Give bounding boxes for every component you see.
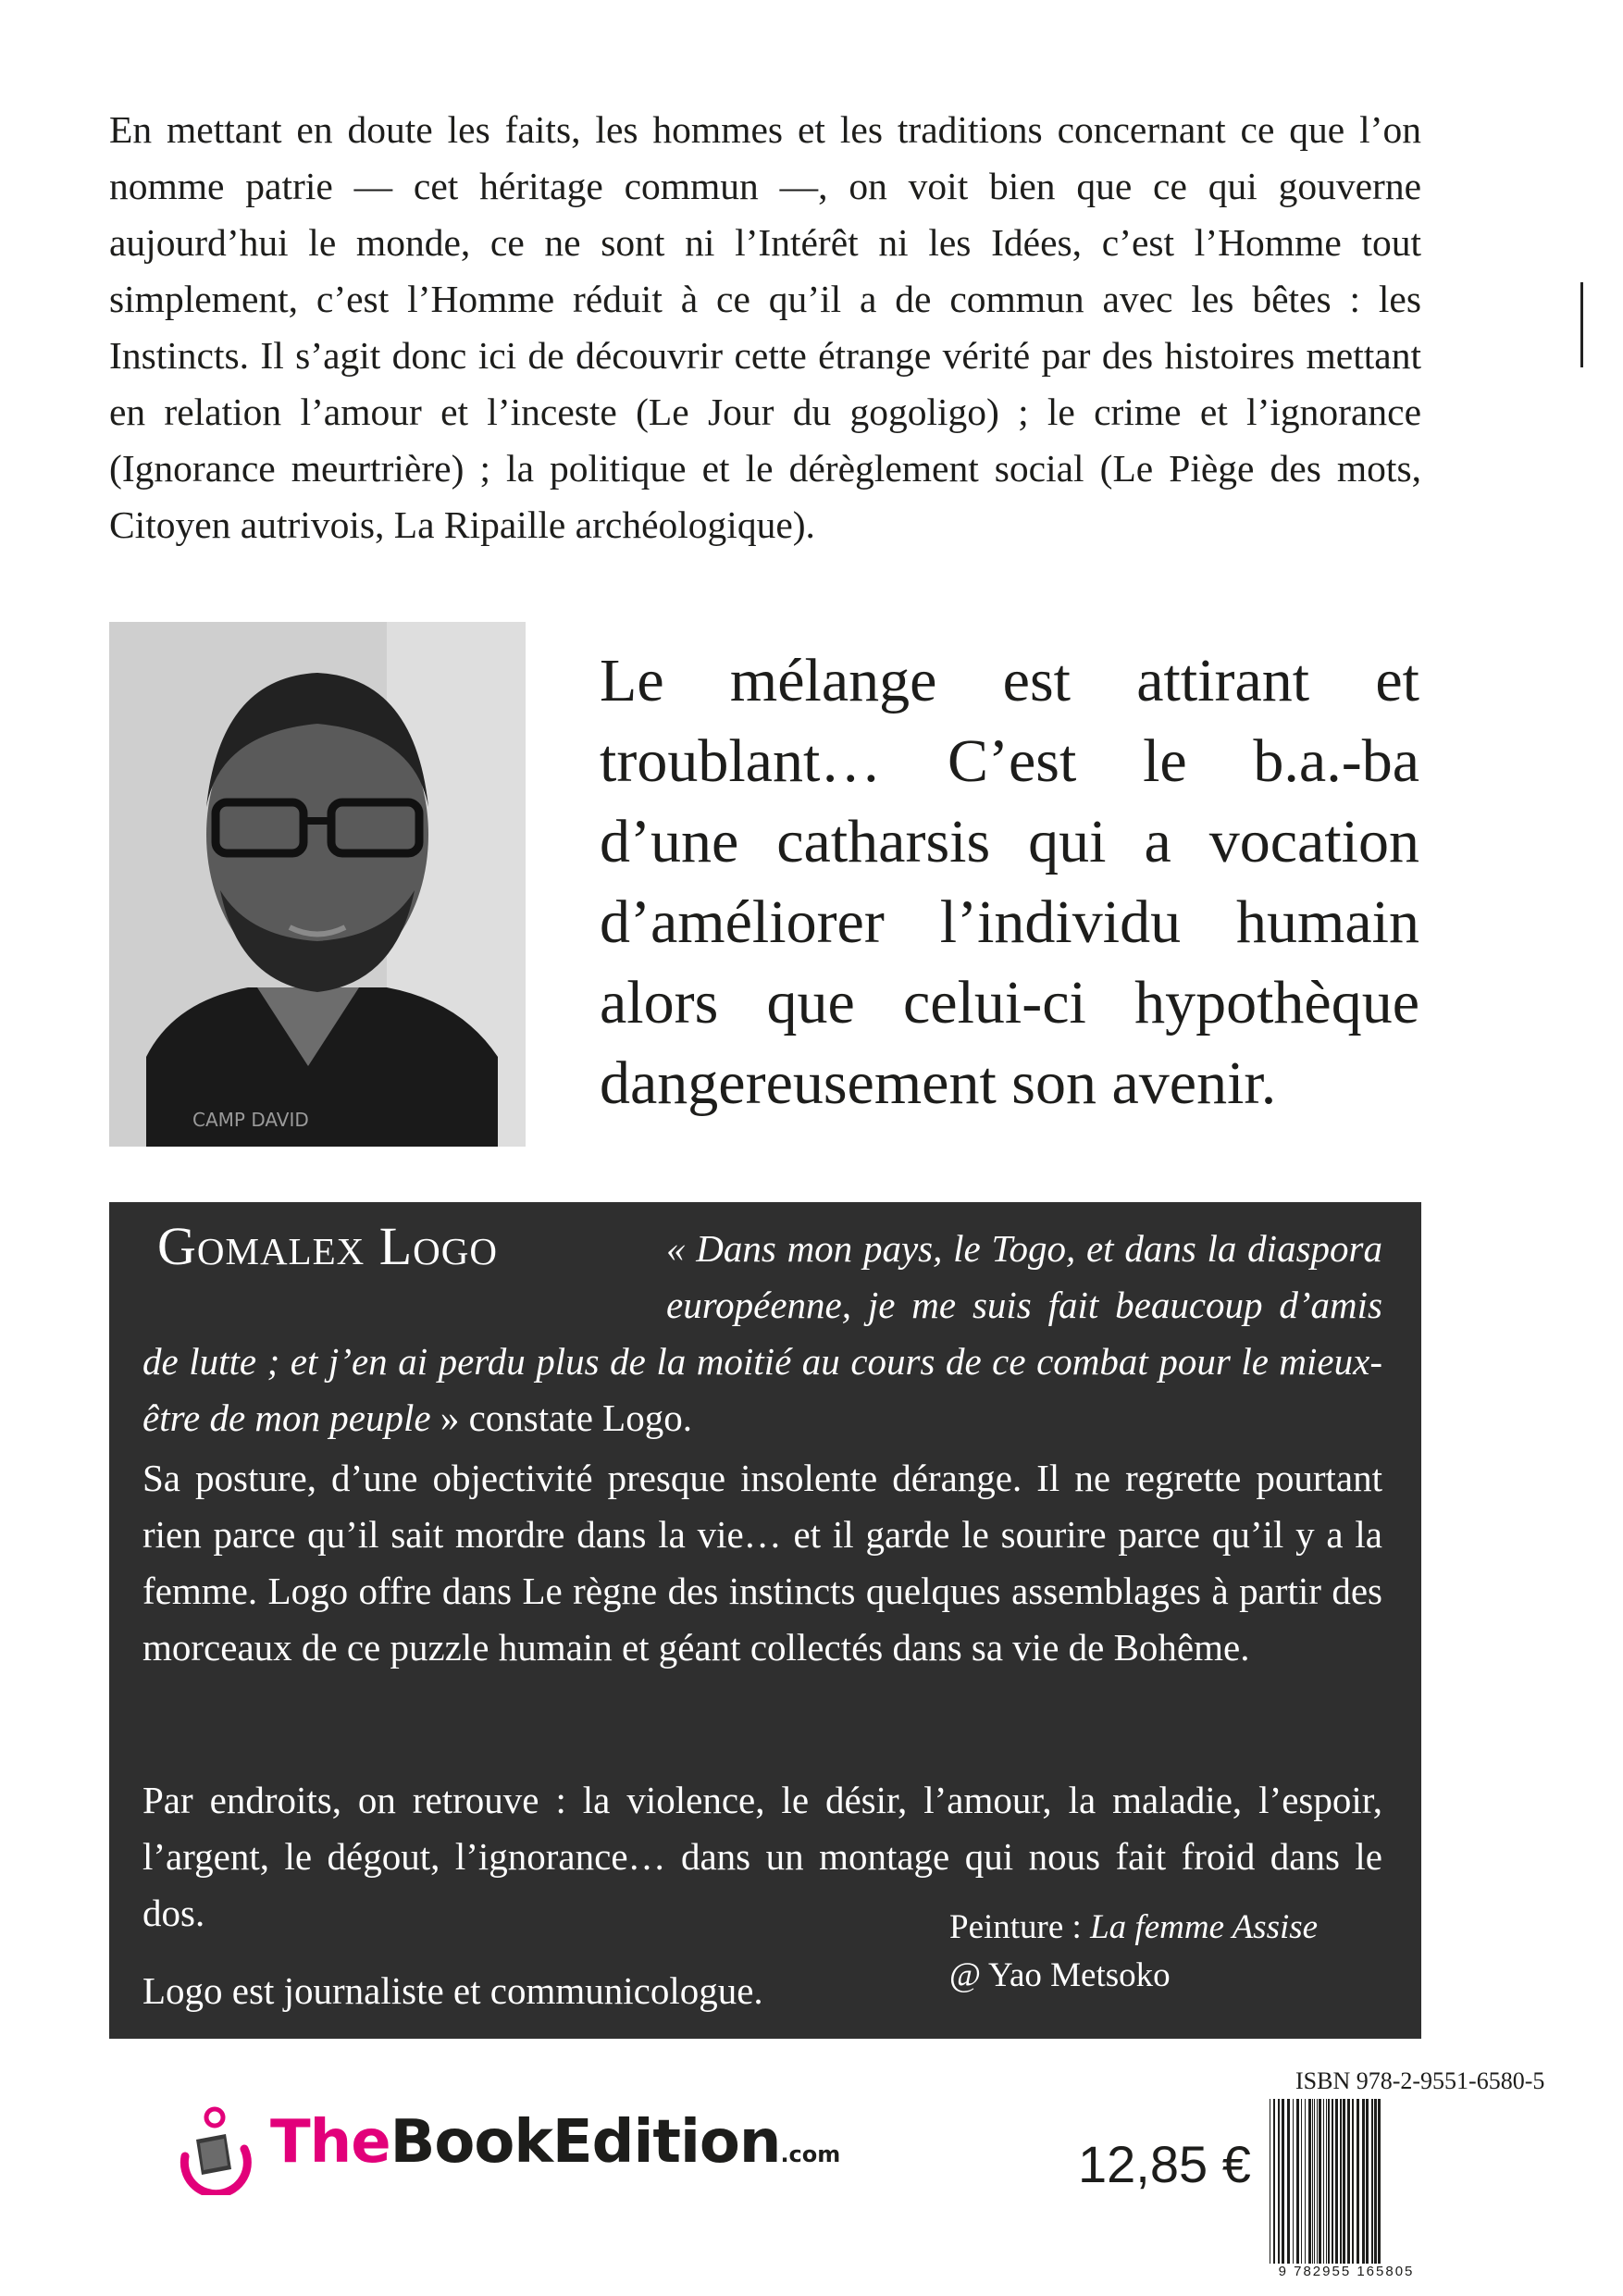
barcode-bar <box>1273 2099 1275 2264</box>
author-box <box>109 1202 1421 2039</box>
barcode-bar <box>1287 2099 1290 2264</box>
price-label: 12,85 € <box>1078 2135 1251 2193</box>
publisher-logo <box>148 2103 879 2195</box>
barcode-bar <box>1308 2099 1311 2264</box>
barcode-bar <box>1352 2099 1354 2264</box>
barcode-bar <box>1278 2099 1280 2264</box>
barcode-bar <box>1335 2099 1338 2264</box>
barcode-bar <box>1326 2099 1327 2264</box>
bio-paragraph-2: Par endroits, on retrouve : la violence, le désir, l’amour, la maladie, l’espoir, l’argent, le dégout, l’ignorance… dans un montage qui nous fait froid dans le dos. <box>142 1779 1382 1934</box>
edge-mark <box>1580 282 1583 367</box>
pull-quote: Le mélange est attirant et troublant… C’est le b.a.-ba d’une catharsis qui a vocation d’améliorer l’individu humain alors que celui-ci hypothèque dangereusement son avenir. <box>600 647 1419 1117</box>
credit-title: La femme Assise <box>1090 1908 1319 1946</box>
barcode-bar <box>1301 2099 1302 2264</box>
barcode-bar <box>1378 2099 1381 2264</box>
barcode-bar <box>1347 2099 1350 2264</box>
barcode <box>1268 2099 1425 2264</box>
credit-label: Peinture : <box>949 1908 1091 1946</box>
barcode-bar <box>1293 2099 1294 2264</box>
barcode-bar <box>1357 2099 1359 2264</box>
credit-artist: @ Yao Metsoko <box>949 1956 1171 1994</box>
author-photo <box>109 622 526 1147</box>
barcode-bar <box>1305 2099 1306 2264</box>
publisher-name <box>270 2108 840 2177</box>
barcode-bar <box>1319 2099 1321 2264</box>
barcode-bar <box>1328 2099 1330 2264</box>
barcode-bar <box>1323 2099 1324 2264</box>
bio-paragraph-1: Sa posture, d’une objectivité presque insolente dérange. Il ne regrette pourtant rien parce qu’il sait mordre dans la vie… et il garde le sourire parce qu’il y a la femme. Logo offre dans Le règne des instincts quelques assemblages à partir des morceaux de ce puzzle humain et géant collectés dans sa vie de Bohême. <box>142 1457 1382 1669</box>
isbn-label: ISBN 978-2-9551-6580-5 <box>1295 2067 1545 2094</box>
barcode-bar <box>1282 2099 1284 2264</box>
publisher-com: .com <box>780 2141 841 2167</box>
svg-text:CAMP DAVID: CAMP DAVID <box>192 1109 309 1131</box>
publisher-bookedition: BookEdition <box>390 2108 781 2177</box>
barcode-bar <box>1366 2099 1369 2264</box>
barcode-number: 9 782955 165805 <box>1278 2264 1415 2279</box>
barcode-bar <box>1340 2099 1342 2264</box>
painting-credit <box>949 1904 1318 2000</box>
quote-italic: « Dans mon pays, le Togo, et dans la diaspora européenne, je me suis fait beaucoup d’amis de lutte ; et j’en ai perdu plus de la moitié au cours de ce combat pour le mieux-être de mon peuple <box>142 1227 1382 1439</box>
quote-tail: » constate Logo. <box>430 1396 692 1439</box>
barcode-bar <box>1371 2099 1373 2264</box>
barcode-bar <box>1332 2099 1333 2264</box>
publisher-emblem-icon <box>148 2103 268 2195</box>
barcode-bar <box>1317 2099 1318 2264</box>
barcode-bar <box>1312 2099 1313 2264</box>
publisher-the: The <box>270 2108 390 2177</box>
intro-paragraph: En mettant en doute les faits, les hommes et les traditions concernant ce que l’on nomme patrie — cet héritage commun —, on voit bien que ce qui gouverne aujourd’hui le monde, ce ne sont ni l’Intérêt ni les Idées, c’est l’Homme tout simplement, c’est l’Homme réduit à ce qu’il a de commun avec les bêtes : les Instincts. Il s’agit donc ici de découvrir cette étrange vérité par des histoires mettant en relation l’amour et l’inceste (Le Jour du gogoligo) ; le crime et l’ignorance (Ignorance meurtrière) ; la politique et le dérèglement social (Le Piège des mots, Citoyen autrivois, La Ripaille archéologique). <box>109 108 1421 546</box>
barcode-bar <box>1314 2099 1315 2264</box>
barcode-bar <box>1362 2099 1365 2264</box>
barcode-bar <box>1343 2099 1345 2264</box>
author-name: Gomalex Logo <box>157 1216 499 1276</box>
barcode-bar <box>1374 2099 1377 2264</box>
barcode-bar <box>1296 2099 1299 2264</box>
closing-line: Logo est journaliste et communicologue. <box>142 1969 763 2012</box>
